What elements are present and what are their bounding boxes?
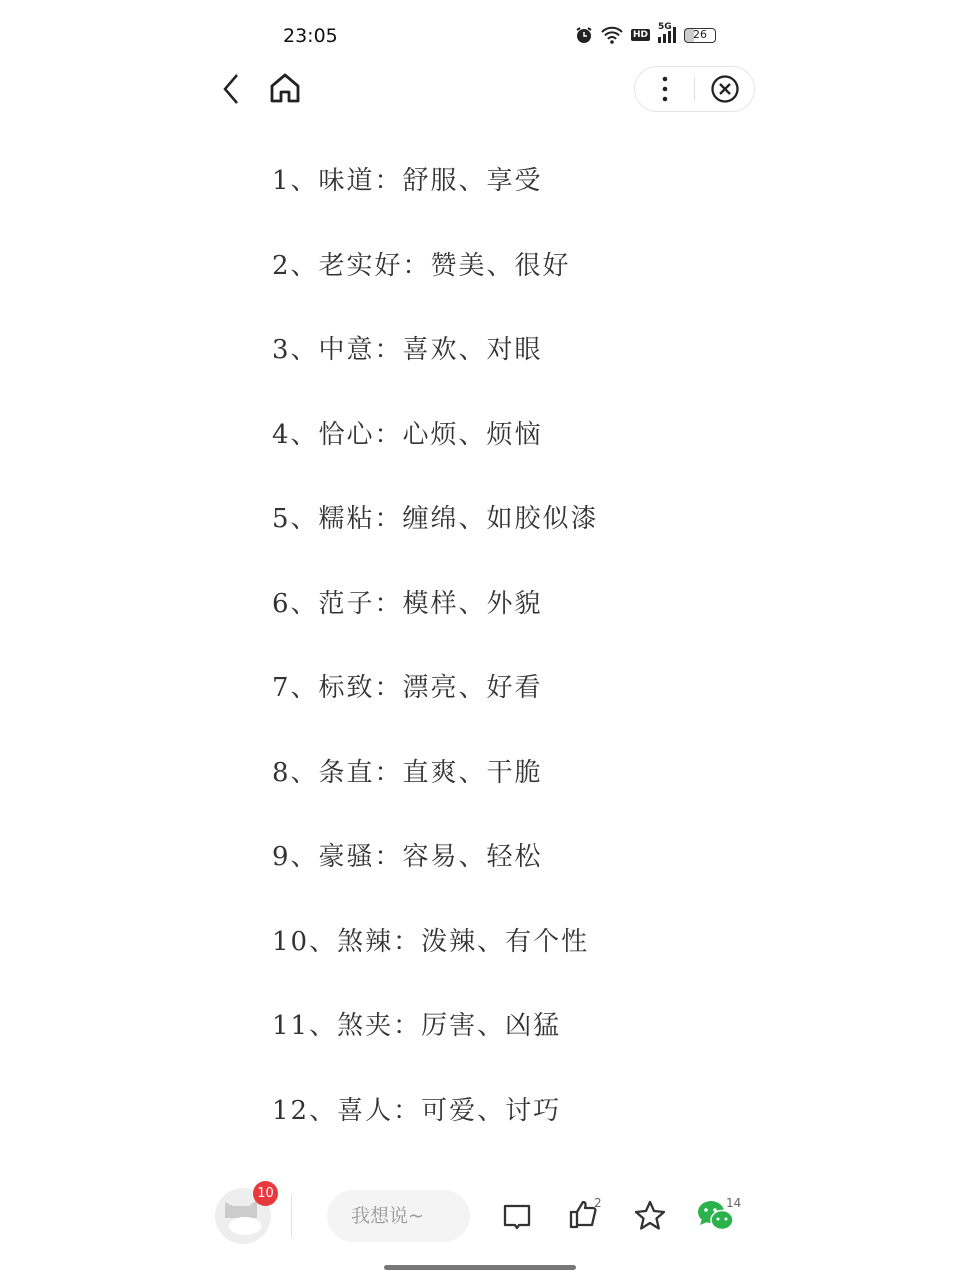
wifi-icon <box>601 26 623 44</box>
list-item: 5、糯粘：缠绵、如胶似漆 <box>272 504 599 534</box>
star-icon <box>633 1199 667 1231</box>
list-item: 4、恰心：心烦、烦恼 <box>272 420 543 450</box>
comment-input[interactable]: 我想说~ <box>327 1190 470 1242</box>
list-item: 11、煞夹：厉害、凶猛 <box>272 1011 562 1041</box>
list-item: 2、老实好：赞美、很好 <box>272 251 571 281</box>
share-count: 14 <box>726 1196 742 1210</box>
list-item: 9、豪骚：容易、轻松 <box>272 842 543 872</box>
like-count: 2 <box>594 1196 602 1210</box>
list-item: 12、喜人：可爱、讨巧 <box>272 1096 562 1126</box>
divider <box>291 1194 292 1238</box>
list-item: 6、范子：模样、外貌 <box>272 589 543 619</box>
more-vertical-icon <box>662 76 668 102</box>
home-indicator[interactable] <box>384 1265 576 1270</box>
signal-icon: 5G <box>658 27 676 43</box>
status-icons <box>575 22 716 44</box>
comment-button[interactable] <box>502 1202 532 1236</box>
comment-icon <box>502 1202 532 1232</box>
mini-program-capsule <box>634 66 755 112</box>
back-button[interactable] <box>220 72 242 110</box>
more-button[interactable] <box>635 67 694 111</box>
close-button[interactable] <box>695 67 754 111</box>
status-time: 23:05 <box>283 25 338 47</box>
home-button[interactable] <box>268 71 302 109</box>
favorite-button[interactable] <box>633 1199 667 1235</box>
list-item: 3、中意：喜欢、对眼 <box>272 335 543 365</box>
list-item: 7、标致：漂亮、好看 <box>272 673 543 703</box>
hd-icon: HD <box>633 30 649 40</box>
alarm-icon <box>575 26 593 44</box>
close-circle-icon <box>710 74 740 104</box>
battery-icon: 26 <box>684 28 716 43</box>
list-item: 8、条直：直爽、干脆 <box>272 758 543 788</box>
home-icon <box>268 71 302 105</box>
chevron-left-icon <box>220 72 242 106</box>
list-item: 10、煞辣：泼辣、有个性 <box>272 927 590 957</box>
list-item: 1、味道：舒服、享受 <box>272 166 543 196</box>
notification-badge: 10 <box>253 1181 278 1206</box>
